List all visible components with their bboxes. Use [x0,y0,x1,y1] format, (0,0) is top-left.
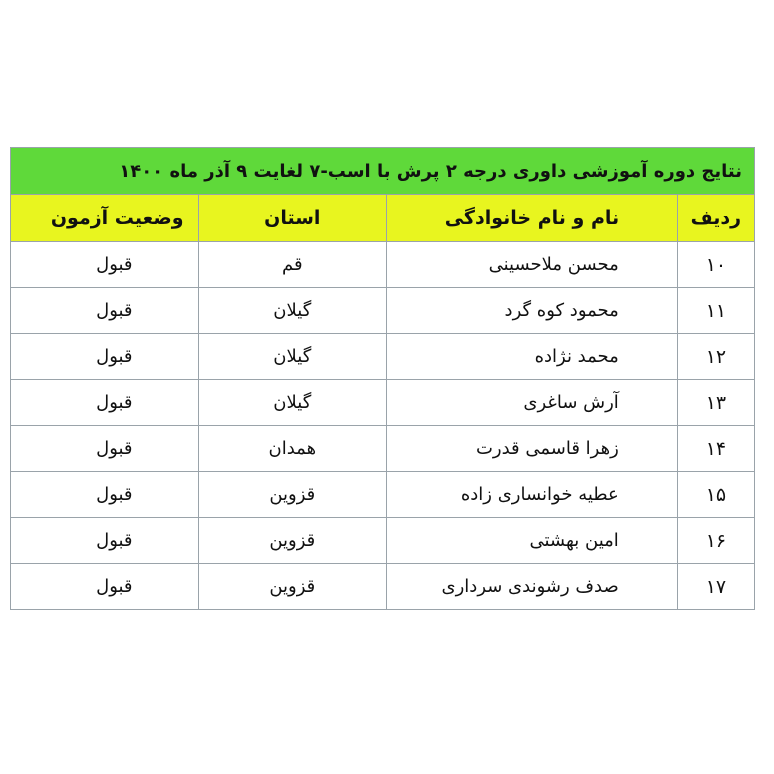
rank-cell: ۱۳ [677,380,754,426]
name-cell: زهرا قاسمی قدرت [387,426,678,472]
table-row [11,426,755,472]
province-cell: گیلان [198,288,386,334]
rank-cell: ۱۱ [677,288,754,334]
table-row [11,564,755,610]
status-cell: قبول [11,334,199,380]
name-cell: محمد نژاده [387,334,678,380]
table-body [11,242,755,610]
province-cell: همدان [198,426,386,472]
rank-cell: ۱۵ [677,472,754,518]
name-cell: امین بهشتی [387,518,678,564]
table-row [11,518,755,564]
results-table [10,147,755,610]
name-cell: محمود کوه گرد [387,288,678,334]
rank-cell: ۱۶ [677,518,754,564]
status-cell: قبول [11,518,199,564]
table-row [11,380,755,426]
status-cell: قبول [11,472,199,518]
province-cell: گیلان [198,334,386,380]
name-cell: آرش ساغری [387,380,678,426]
table-row [11,334,755,380]
province-cell: گیلان [198,380,386,426]
province-cell: قزوین [198,518,386,564]
header-rank: ردیف [677,195,754,242]
province-cell: قم [198,242,386,288]
table-title: نتایج دوره آموزشی داوری درجه ۲ پرش با اسب-۷ لغایت ۹ آذر ماه ۱۴۰۰ [11,148,755,195]
province-cell: قزوین [198,472,386,518]
status-cell: قبول [11,288,199,334]
title-row [11,148,755,195]
table-row [11,472,755,518]
status-cell: قبول [11,564,199,610]
status-cell: قبول [11,426,199,472]
rank-cell: ۱۴ [677,426,754,472]
header-row [11,195,755,242]
rank-cell: ۱۲ [677,334,754,380]
table-row [11,242,755,288]
name-cell: صدف رشوندی سرداری [387,564,678,610]
status-cell: قبول [11,242,199,288]
name-cell: عطیه خوانساری زاده [387,472,678,518]
header-status: وضعیت آزمون [11,195,199,242]
rank-cell: ۱۷ [677,564,754,610]
rank-cell: ۱۰ [677,242,754,288]
status-cell: قبول [11,380,199,426]
header-name: نام و نام خانوادگی [387,195,678,242]
header-province: استان [198,195,386,242]
province-cell: قزوین [198,564,386,610]
name-cell: محسن ملاحسینی [387,242,678,288]
table-row [11,288,755,334]
